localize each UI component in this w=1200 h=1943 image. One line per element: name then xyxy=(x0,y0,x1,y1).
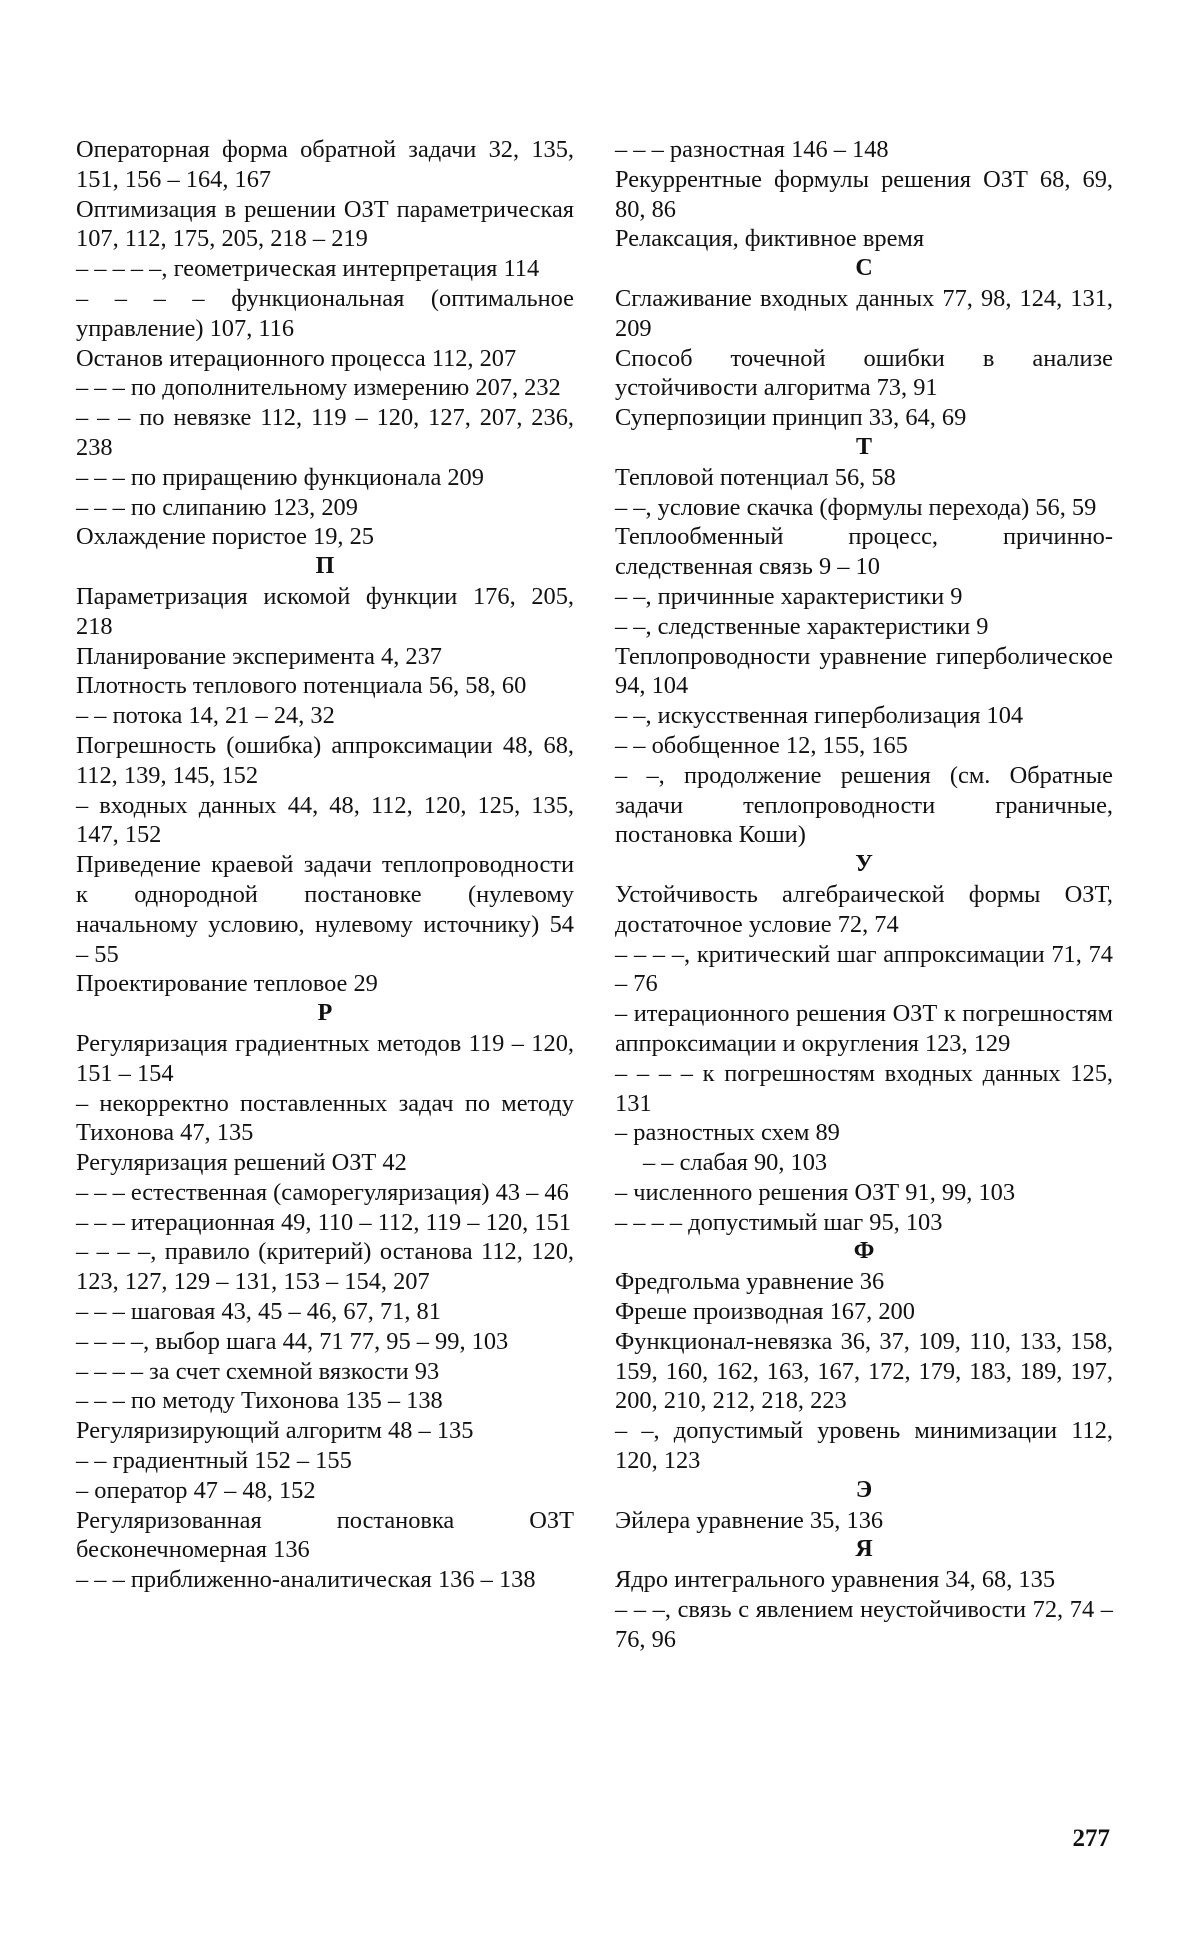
index-entry: – – обобщенное 12, 155, 165 xyxy=(615,731,908,759)
index-entry: Устойчивость алгебраической формы ОЗТ, достаточное условие 72, 74 xyxy=(615,880,1113,938)
index-entry: – – потока 14, 21 – 24, 32 xyxy=(76,702,335,730)
index-entry: – итерационного решения ОЗТ к погрешностям аппроксимации и округления 123, 129 xyxy=(615,1000,1113,1057)
index-section-letter: Э xyxy=(855,1476,873,1503)
index-entry: – – – – к погрешностям входных данных 125, 131 xyxy=(615,1059,1113,1117)
index-entry: Фреше производная 167, 200 xyxy=(615,1298,915,1326)
index-entry: – – –, связь с явлением неустойчивости 72, 74 – 76, 96 xyxy=(615,1596,1113,1653)
index-entry: Теплообменный процесс, причинно-следственная связь 9 – 10 xyxy=(615,523,1113,581)
index-entry: Регуляризация градиентных методов 119 – 120, 151 – 154 xyxy=(76,1029,574,1087)
index-entry: – – – –, выбор шага 44, 71 77, 95 – 99, 103 xyxy=(76,1327,509,1355)
index-entry: Погрешность (ошибка) аппроксимации 48, 68, 112, 139, 145, 152 xyxy=(76,731,574,789)
index-entry: – –, искусственная гиперболизация 104 xyxy=(615,702,1024,730)
index-section-letter: Ф xyxy=(853,1238,875,1265)
index-entry: – –, допустимый уровень минимизации 112, 120, 123 xyxy=(615,1417,1113,1475)
index-entry: – – – по слипанию 123, 209 xyxy=(76,493,358,521)
index-entry: – некорректно поставленных задач по методу Тихонова 47, 135 xyxy=(76,1089,574,1147)
index-entry: – – – по приращению функционала 209 xyxy=(76,463,484,491)
index-entry: Эйлера уравнение 35, 136 xyxy=(615,1506,884,1534)
index-entry: Планирование эксперимента 4, 237 xyxy=(76,642,442,670)
index-entry: – – – разностная 146 – 148 xyxy=(615,136,889,163)
index-entry: Параметризация искомой функции 176, 205, 218 xyxy=(76,582,574,640)
index-entry: – – – шаговая 43, 45 – 46, 67, 71, 81 xyxy=(76,1298,441,1326)
index-section-letter: П xyxy=(315,553,335,580)
index-entry: Тепловой потенциал 56, 58 xyxy=(615,463,896,491)
index-entry: Ядро интегрального уравнения 34, 68, 135 xyxy=(615,1566,1056,1594)
index-entry: – – градиентный 152 – 155 xyxy=(76,1447,352,1475)
index-entry: – – – приближенно-аналитическая 136 – 138 xyxy=(76,1566,536,1594)
index-entry: Суперпозиции принцип 33, 64, 69 xyxy=(615,404,967,432)
index-entry: Способ точечной ошибки в анализе устойчивости алгоритма 73, 91 xyxy=(615,344,1113,402)
index-entry: – – – –, критический шаг аппроксимации 71, 74 – 76 xyxy=(615,940,1113,998)
index-entry: Рекуррентные формулы решения ОЗТ 68, 69, 80, 86 xyxy=(615,165,1113,223)
index-entry: – – слабая 90, 103 xyxy=(643,1149,828,1177)
index-entry: – – – по дополнительному измерению 207, 232 xyxy=(76,374,561,402)
index-entry: – – – – функциональная (оптимальное управление) 107, 116 xyxy=(76,284,574,342)
index-left-column xyxy=(76,135,574,1595)
index-entry: – – – – допустимый шаг 95, 103 xyxy=(615,1208,943,1236)
index-section-letter: Т xyxy=(855,433,872,460)
index-entry: Операторная форма обратной задачи 32, 135, 151, 156 – 164, 167 xyxy=(76,136,574,193)
index-right-column xyxy=(615,135,1113,1655)
index-entry: – входных данных 44, 48, 112, 120, 125, 135, 147, 152 xyxy=(76,791,574,849)
index-entry: – –, продолжение решения (см. Обратные задачи теплопроводности граничные, постановка Коши) xyxy=(615,761,1113,849)
index-entry: – – – по невязке 112, 119 – 120, 127, 207, 236, 238 xyxy=(76,404,574,461)
index-entry: – – – – –, геометрическая интерпретация 114 xyxy=(76,255,540,283)
index-entry: Релаксация, фиктивное время xyxy=(615,225,925,253)
index-entry: Теплопроводности уравнение гиперболическое 94, 104 xyxy=(615,642,1113,700)
index-entry: – –, причинные характеристики 9 xyxy=(615,582,963,610)
index-entry: Приведение краевой задачи теплопроводности к однородной постановке (нулевому начальному условию, нулевому источнику) 54 – 55 xyxy=(76,851,574,968)
index-entry: – численного решения ОЗТ 91, 99, 103 xyxy=(615,1178,1016,1206)
index-section-letter: Я xyxy=(855,1536,873,1563)
index-section-letter: Р xyxy=(317,1000,333,1027)
index-entry: Охлаждение пористое 19, 25 xyxy=(76,523,374,551)
index-entry: – оператор 47 – 48, 152 xyxy=(76,1476,316,1504)
index-entry: Функционал-невязка 36, 37, 109, 110, 133, 158, 159, 160, 162, 163, 167, 172, 179, 183, 189, 197, 200, 210, 212, 218, 223 xyxy=(615,1327,1113,1415)
index-entry: – – – по методу Тихонова 135 – 138 xyxy=(76,1387,443,1415)
page-number: 277 xyxy=(1072,1825,1110,1852)
index-entry: – – – естественная (саморегуляризация) 43 – 46 xyxy=(76,1178,569,1206)
index-entry: Регуляризация решений ОЗТ 42 xyxy=(76,1149,407,1177)
index-entry: – – – –, правило (критерий) останова 112, 120, 123, 127, 129 – 131, 153 – 154, 207 xyxy=(76,1238,574,1296)
index-entry: Регуляризирующий алгоритм 48 – 135 xyxy=(76,1417,474,1445)
index-section-letter: С xyxy=(855,255,873,282)
index-entry: Регуляризованная постановка ОЗТ бесконечномерная 136 xyxy=(76,1506,574,1564)
index-entry: Оптимизация в решении ОЗТ параметрическая 107, 112, 175, 205, 218 – 219 xyxy=(76,195,574,253)
index-entry: Останов итерационного процесса 112, 207 xyxy=(76,344,517,372)
index-entry: – – – – за счет схемной вязкости 93 xyxy=(76,1357,440,1385)
index-entry: – –, следственные характеристики 9 xyxy=(615,612,989,640)
index-entry: – разностных схем 89 xyxy=(615,1119,840,1147)
index-entry: Сглаживание входных данных 77, 98, 124, 131, 209 xyxy=(615,284,1113,342)
index-entry: Плотность теплового потенциала 56, 58, 60 xyxy=(76,672,527,700)
index-entry: – – – итерационная 49, 110 – 112, 119 – 120, 151 xyxy=(76,1208,571,1236)
index-entry: Проектирование тепловое 29 xyxy=(76,970,378,998)
index-entry: Фредгольма уравнение 36 xyxy=(615,1268,885,1296)
index-section-letter: У xyxy=(855,851,873,878)
index-entry: – –, условие скачка (формулы перехода) 56, 59 xyxy=(615,493,1097,521)
